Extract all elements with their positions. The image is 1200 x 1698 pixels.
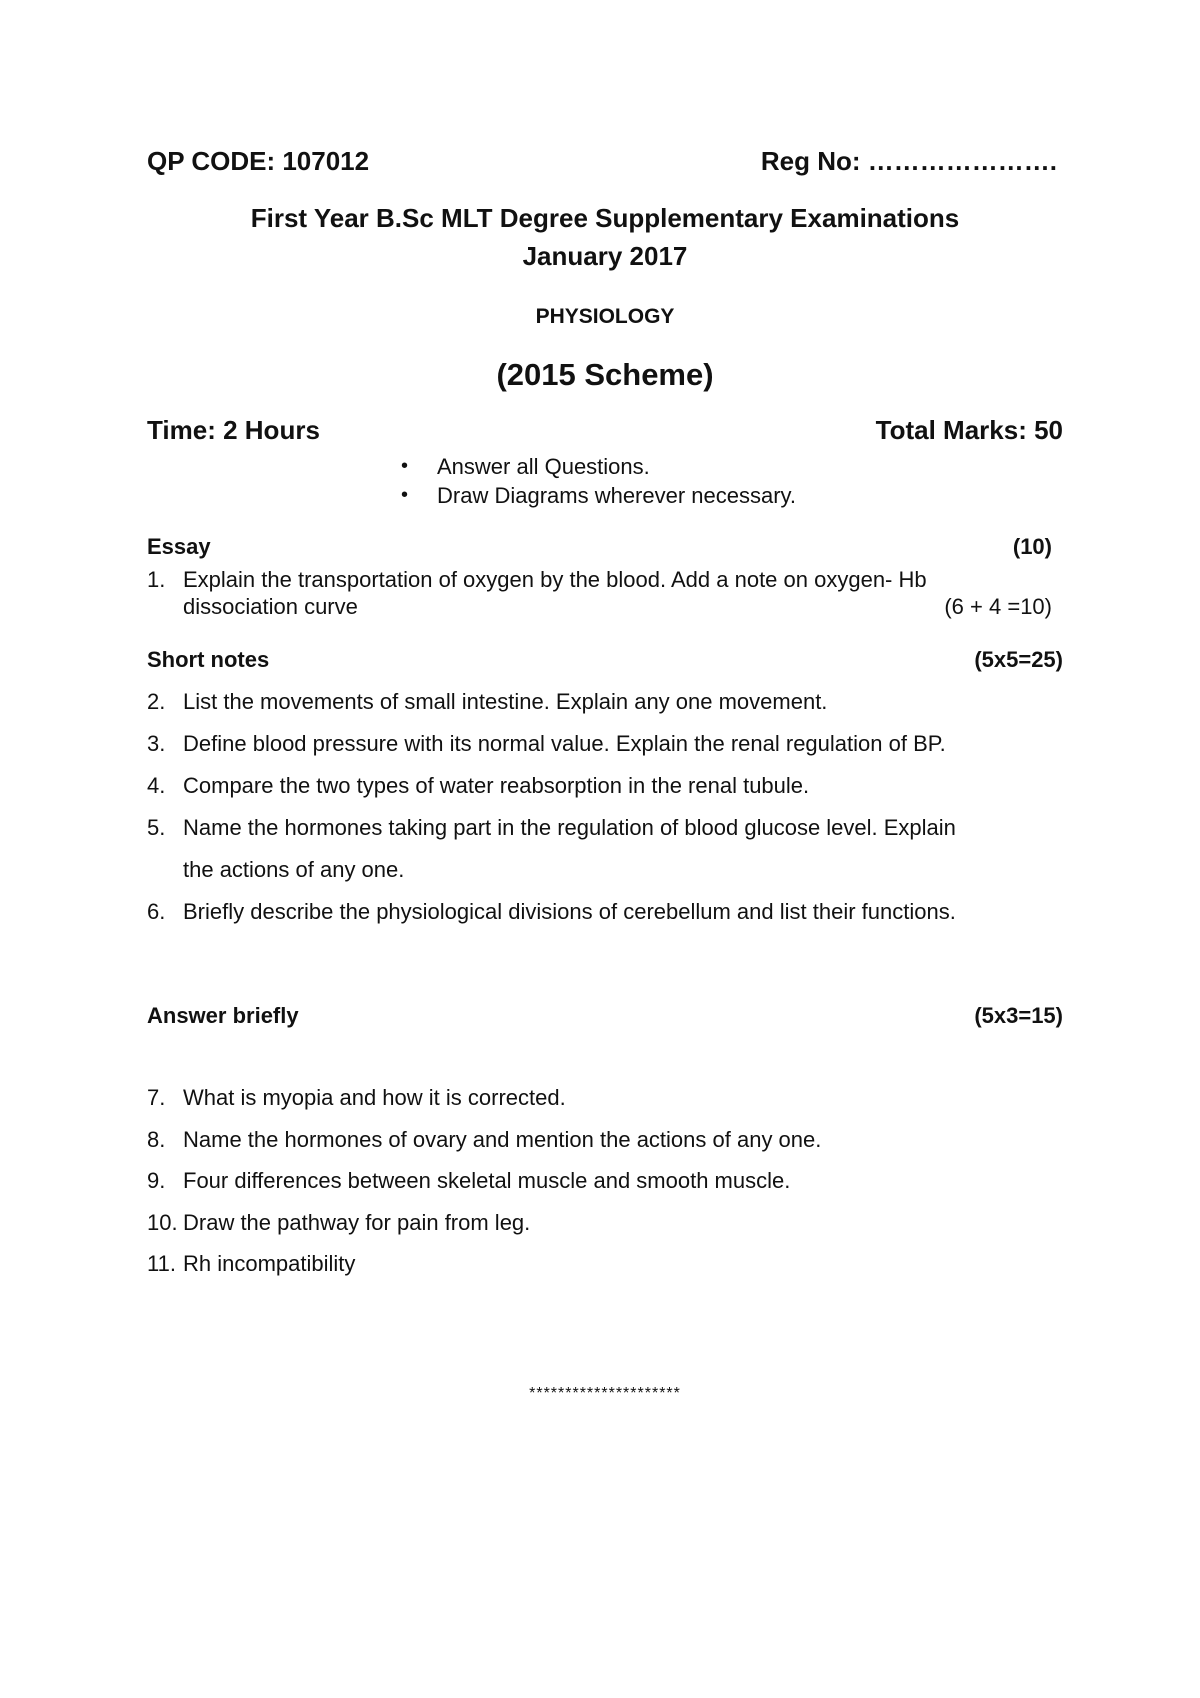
question-text: Rh incompatibility	[183, 1251, 356, 1276]
question-number: 11.	[147, 1251, 176, 1276]
instruction-item	[401, 452, 796, 481]
end-of-paper-stars: *********************	[529, 1385, 681, 1402]
exam-date: January 2017	[522, 241, 688, 271]
short-notes-section-heading	[147, 647, 1063, 673]
question-text: Briefly describe the physiological divisions of cerebellum and list their functions.	[183, 899, 956, 924]
question-text: Draw the pathway for pain from leg.	[183, 1210, 531, 1235]
header-top-row	[147, 146, 1063, 177]
instructions-list	[401, 452, 796, 510]
section-marks: (10)	[1012, 534, 1052, 559]
question-text: What is myopia and how it is corrected.	[183, 1085, 566, 1110]
instruction-text: Draw Diagrams wherever necessary.	[437, 483, 797, 508]
question-text	[183, 814, 1063, 883]
question-text-line: Name the hormones taking part in the regulation of blood glucose level. Explain	[183, 815, 956, 840]
instruction-item	[401, 481, 796, 510]
section-marks: (5x5=25)	[974, 647, 1063, 672]
question-text-line: Explain the transportation of oxygen by the blood. Add a note on oxygen- Hb	[183, 567, 927, 592]
exam-title: First Year B.Sc MLT Degree Supplementary Examinations	[250, 203, 960, 233]
section-title: Essay	[147, 534, 211, 559]
question-text	[183, 566, 1063, 620]
question-number: 1.	[147, 567, 166, 592]
question-number: 9.	[147, 1168, 166, 1193]
question-number: 8.	[147, 1127, 166, 1152]
question-marks: (6 + 4 =10)	[944, 594, 1052, 619]
question-text: Name the hormones of ovary and mention the actions of any one.	[183, 1127, 822, 1152]
question-text: Define blood pressure with its normal value. Explain the renal regulation of BP.	[183, 731, 946, 756]
qp-code: QP CODE: 107012	[147, 146, 370, 176]
instruction-text: Answer all Questions.	[437, 454, 650, 479]
section-marks: (5x3=15)	[974, 1003, 1063, 1028]
question-text: Four differences between skeletal muscle and smooth muscle.	[183, 1168, 791, 1193]
subject-title: PHYSIOLOGY	[535, 305, 675, 328]
total-marks: Total Marks: 50	[875, 415, 1063, 445]
question-text: List the movements of small intestine. Explain any one movement.	[183, 689, 828, 714]
answer-briefly-section-heading	[147, 1003, 1063, 1029]
question-number: 3.	[147, 731, 166, 756]
question-paper-page	[147, 0, 1063, 1698]
time-allowed: Time: 2 Hours	[147, 415, 320, 445]
reg-no: Reg No: ………………….	[760, 146, 1057, 176]
question-number: 2.	[147, 689, 166, 714]
question-text: Compare the two types of water reabsorption in the renal tubule.	[183, 773, 810, 798]
question-number: 5.	[147, 815, 166, 840]
question-number: 4.	[147, 773, 166, 798]
question-text-line: the actions of any one.	[183, 857, 405, 882]
scheme-title: (2015 Scheme)	[496, 357, 714, 392]
bullet-icon: •	[401, 484, 409, 506]
question-item	[147, 566, 1063, 620]
essay-section-heading	[147, 534, 1063, 560]
section-title: Short notes	[147, 647, 270, 672]
question-number: 10.	[147, 1210, 178, 1235]
section-title: Answer briefly	[147, 1003, 299, 1028]
question-number: 7.	[147, 1085, 166, 1110]
question-text-line: dissociation curve	[183, 594, 358, 619]
question-number: 6.	[147, 899, 166, 924]
bullet-icon: •	[401, 455, 409, 477]
time-marks-row	[147, 415, 1063, 446]
